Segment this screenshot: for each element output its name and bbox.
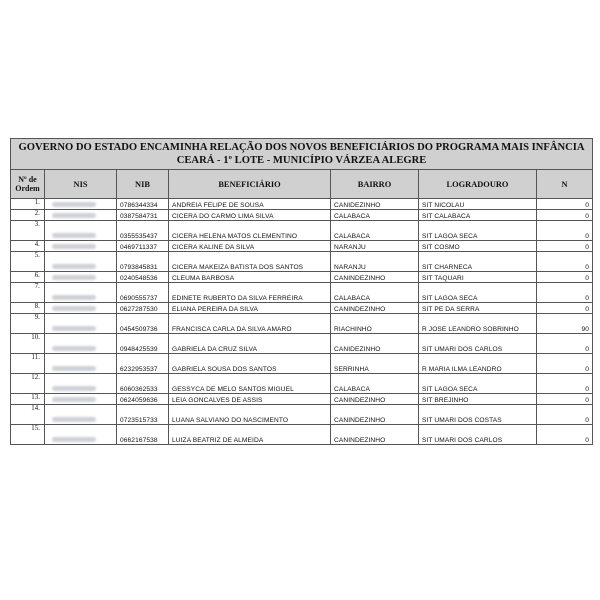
table-row xyxy=(11,354,593,374)
redacted-blur xyxy=(52,437,96,442)
title-line-2: CEARÁ - 1º LOTE - MUNICÍPIO VÁRZEA ALEGRE xyxy=(176,154,427,166)
table-row xyxy=(11,272,593,283)
column-header-nis: NIS xyxy=(45,170,117,199)
column-header-beneficiario: BENEFICIÁRIO xyxy=(169,170,331,199)
table-row xyxy=(11,303,593,314)
cell-n: 0 xyxy=(537,252,593,272)
cell-ordem: 10. xyxy=(11,334,45,354)
beneficiaries-table xyxy=(10,138,593,445)
cell-beneficiario: LUANA SALVIANO DO NASCIMENTO xyxy=(169,405,331,425)
column-header-n: N xyxy=(537,170,593,199)
cell-logradouro: SIT LAGOA SECA xyxy=(419,283,537,303)
cell-logradouro: SIT CHARNECA xyxy=(419,252,537,272)
cell-beneficiario: LUIZA BEATRIZ DE ALMEIDA xyxy=(169,425,331,445)
cell-logradouro: SIT BREJINHO xyxy=(419,394,537,405)
cell-nib: 0723515733 xyxy=(117,405,169,425)
column-header-ordem xyxy=(11,170,45,199)
redacted-blur xyxy=(52,326,96,331)
cell-nis-redacted xyxy=(45,283,117,303)
cell-beneficiario: GABRIELA DA CRUZ SILVA xyxy=(169,334,331,354)
redacted-blur xyxy=(52,295,96,300)
cell-beneficiario: CLEUMA BARBOSA xyxy=(169,272,331,283)
cell-nis-redacted xyxy=(45,405,117,425)
cell-n: 0 xyxy=(537,283,593,303)
cell-nib: 6232953537 xyxy=(117,354,169,374)
cell-logradouro: SIT PE DA SERRA xyxy=(419,303,537,314)
cell-n: 0 xyxy=(537,241,593,252)
redacted-blur xyxy=(52,397,96,402)
redacted-blur xyxy=(52,275,96,280)
cell-nib: 0786344334 xyxy=(117,199,169,210)
cell-n: 0 xyxy=(537,272,593,283)
cell-ordem: 13. xyxy=(11,394,45,405)
cell-nis-redacted xyxy=(45,210,117,221)
column-header-ordem-line1: Nº de xyxy=(18,175,37,184)
cell-nis-redacted xyxy=(45,303,117,314)
cell-nis-redacted xyxy=(45,199,117,210)
cell-logradouro: R MARIA ILMA LEANDRO xyxy=(419,354,537,374)
cell-bairro: CANINDEZINHO xyxy=(331,425,419,445)
cell-nib: 0469711337 xyxy=(117,241,169,252)
cell-n: 0 xyxy=(537,210,593,221)
cell-nis-redacted xyxy=(45,314,117,334)
cell-ordem: 6. xyxy=(11,272,45,283)
cell-ordem: 12. xyxy=(11,374,45,394)
table-row xyxy=(11,241,593,252)
cell-nib: 0454509736 xyxy=(117,314,169,334)
cell-ordem: 4. xyxy=(11,241,45,252)
cell-nib: 0240548536 xyxy=(117,272,169,283)
cell-bairro: NARANJU xyxy=(331,252,419,272)
cell-logradouro: SIT LAGOA SECA xyxy=(419,221,537,241)
cell-beneficiario: ELIANA PEREIRA DA SILVA xyxy=(169,303,331,314)
cell-n: 0 xyxy=(537,394,593,405)
cell-logradouro: SIT UMARI DOS CARLOS xyxy=(419,425,537,445)
cell-ordem: 2. xyxy=(11,210,45,221)
cell-beneficiario: EDINETE RUBERTO DA SILVA FERREIRA xyxy=(169,283,331,303)
cell-bairro: CALABACA xyxy=(331,283,419,303)
cell-beneficiario: LEIA GONCALVES DE ASSIS xyxy=(169,394,331,405)
cell-bairro: CANIDEZINHO xyxy=(331,334,419,354)
title-line-1: GOVERNO DO ESTADO ENCAMINHA RELAÇÃO DOS NOVOS BENEFICIÁRIOS DO PROGRAMA MAIS INFÂNCIA xyxy=(18,142,585,153)
cell-beneficiario: CICERA KALINE DA SILVA xyxy=(169,241,331,252)
cell-logradouro: SIT UMARI DOS CARLOS xyxy=(419,334,537,354)
cell-n: 90 xyxy=(537,314,593,334)
redacted-blur xyxy=(52,213,96,218)
cell-beneficiario: FRANCISCA CARLA DA SILVA AMARO xyxy=(169,314,331,334)
cell-nis-redacted xyxy=(45,241,117,252)
cell-bairro: CANINDEZINHO xyxy=(331,394,419,405)
cell-beneficiario: ANDREIA FELIPE DE SOUSA xyxy=(169,199,331,210)
cell-beneficiario: GABRIELA SOUSA DOS SANTOS xyxy=(169,354,331,374)
table-row xyxy=(11,252,593,272)
cell-n: 0 xyxy=(537,334,593,354)
cell-nis-redacted xyxy=(45,221,117,241)
cell-ordem: 5. xyxy=(11,252,45,272)
cell-n: 0 xyxy=(537,425,593,445)
cell-ordem: 14. xyxy=(11,405,45,425)
redacted-blur xyxy=(52,202,96,207)
table-body xyxy=(11,199,593,445)
cell-bairro: CANINDEZINHO xyxy=(331,303,419,314)
cell-logradouro: SIT TAQUARI xyxy=(419,272,537,283)
redacted-blur xyxy=(52,417,96,422)
table-row xyxy=(11,374,593,394)
cell-ordem: 11. xyxy=(11,354,45,374)
table-row xyxy=(11,394,593,405)
redacted-blur xyxy=(52,264,96,269)
cell-ordem: 1. xyxy=(11,199,45,210)
redacted-blur xyxy=(52,386,96,391)
cell-nib: 0627287530 xyxy=(117,303,169,314)
table-row xyxy=(11,405,593,425)
table-row xyxy=(11,221,593,241)
cell-bairro: CANINDEZINHO xyxy=(331,405,419,425)
cell-bairro: NARANJU xyxy=(331,241,419,252)
cell-logradouro: SIT NICOLAU xyxy=(419,199,537,210)
cell-n: 0 xyxy=(537,303,593,314)
table-row xyxy=(11,334,593,354)
cell-bairro: CALABACA xyxy=(331,221,419,241)
cell-bairro: SERRINHA xyxy=(331,354,419,374)
cell-bairro: RIACHINHO xyxy=(331,314,419,334)
cell-nis-redacted xyxy=(45,252,117,272)
cell-bairro: CANIDEZINHO xyxy=(331,199,419,210)
table-row xyxy=(11,210,593,221)
table-row xyxy=(11,425,593,445)
column-header-ordem-line2: Ordem xyxy=(15,184,40,193)
cell-nis-redacted xyxy=(45,272,117,283)
redacted-blur xyxy=(52,306,96,311)
cell-n: 0 xyxy=(537,354,593,374)
cell-nib: 0690555737 xyxy=(117,283,169,303)
cell-bairro: CALABACA xyxy=(331,374,419,394)
cell-ordem: 9. xyxy=(11,314,45,334)
cell-nis-redacted xyxy=(45,394,117,405)
cell-bairro: CANINDEZINHO xyxy=(331,272,419,283)
column-header-nib: NIB xyxy=(117,170,169,199)
cell-logradouro: SIT LAGOA SECA xyxy=(419,374,537,394)
cell-nib: 0793845831 xyxy=(117,252,169,272)
cell-nib: 0662167538 xyxy=(117,425,169,445)
cell-beneficiario: CICERA DO CARMO LIMA SILVA xyxy=(169,210,331,221)
cell-nib: 0948425539 xyxy=(117,334,169,354)
cell-nis-redacted xyxy=(45,334,117,354)
cell-ordem: 15. xyxy=(11,425,45,445)
cell-nib: 0624059636 xyxy=(117,394,169,405)
table-row xyxy=(11,283,593,303)
column-header-bairro: BAIRRO xyxy=(331,170,419,199)
redacted-blur xyxy=(52,233,96,238)
table-row xyxy=(11,314,593,334)
cell-n: 0 xyxy=(537,405,593,425)
cell-ordem: 7. xyxy=(11,283,45,303)
cell-bairro: CALABACA xyxy=(331,210,419,221)
column-header-logradouro: LOGRADOURO xyxy=(419,170,537,199)
cell-nib: 6060362533 xyxy=(117,374,169,394)
cell-nis-redacted xyxy=(45,374,117,394)
cell-logradouro: SIT CALABACA xyxy=(419,210,537,221)
cell-nis-redacted xyxy=(45,425,117,445)
cell-ordem: 3. xyxy=(11,221,45,241)
cell-nib: 0387584731 xyxy=(117,210,169,221)
redacted-blur xyxy=(52,366,96,371)
cell-logradouro: R JOSE LEANDRO SOBRINHO xyxy=(419,314,537,334)
cell-beneficiario: GESSYCA DE MELO SANTOS MIGUEL xyxy=(169,374,331,394)
column-header-row xyxy=(11,170,593,199)
cell-n: 0 xyxy=(537,221,593,241)
cell-beneficiario: CICERA MAKEIZA BATISTA DOS SANTOS xyxy=(169,252,331,272)
cell-nis-redacted xyxy=(45,354,117,374)
cell-n: 0 xyxy=(537,374,593,394)
cell-beneficiario: CICERA HELENA MATOS CLEMENTINO xyxy=(169,221,331,241)
cell-nib: 0355535437 xyxy=(117,221,169,241)
cell-n: 0 xyxy=(537,199,593,210)
redacted-blur xyxy=(52,346,96,351)
cell-ordem: 8. xyxy=(11,303,45,314)
beneficiaries-document xyxy=(10,138,592,445)
cell-logradouro: SIT UMARI DOS COSTAS xyxy=(419,405,537,425)
cell-logradouro: SIT COSMO xyxy=(419,241,537,252)
redacted-blur xyxy=(52,244,96,249)
table-row xyxy=(11,199,593,210)
document-title xyxy=(11,139,593,170)
